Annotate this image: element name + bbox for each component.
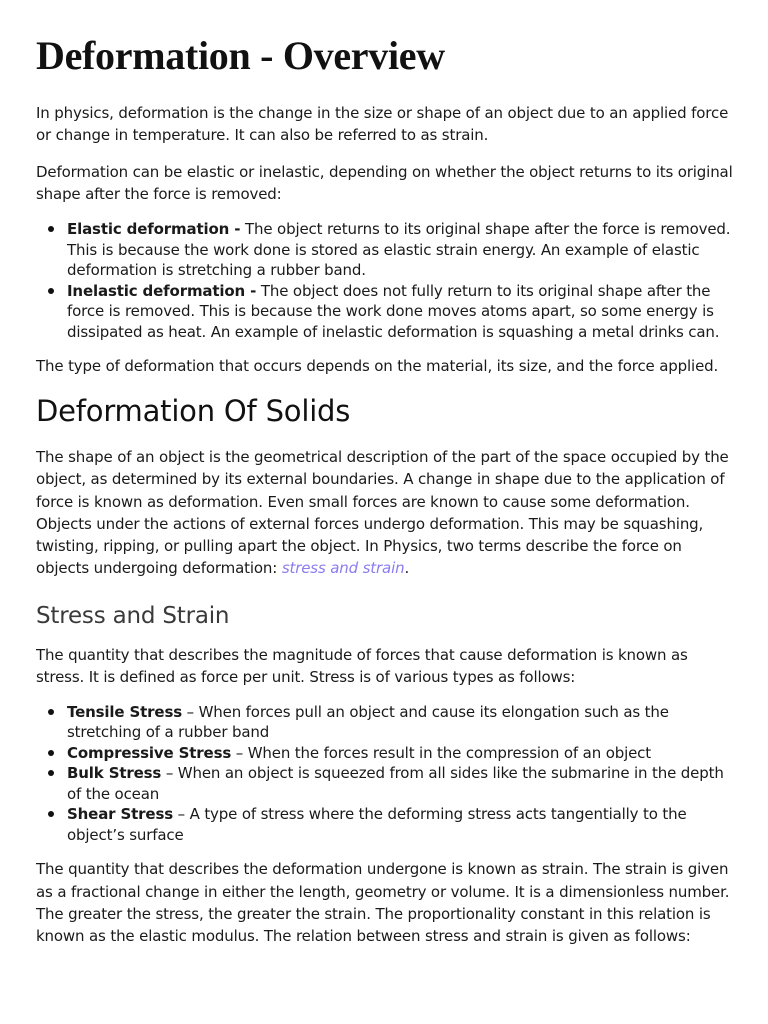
list-item [36, 743, 736, 764]
list-item [36, 281, 736, 343]
list-item [36, 219, 736, 281]
list-item-text: The object does not fully return to its original shape after the force is removed. This is because the work done moves atoms apart, so some energy is dissipated as heat. An example of inelastic deformation is squashing a metal drinks can. [67, 281, 720, 341]
bullet-icon [48, 226, 54, 232]
list-item-term: Shear Stress [67, 805, 173, 824]
stress-intro-paragraph: The quantity that describes the magnitude of forces that cause deformation is known as stress. It is defined as force per unit. Stress is of various types as follows: [36, 645, 688, 686]
stress-types-list [36, 702, 736, 846]
list-item-text: The object returns to its original shape after the force is removed. This is because the work done is stored as elastic strain energy. An example of elastic deformation is stretching a rubber band. [67, 220, 731, 279]
list-item-text: – When the forces result in the compression of an object [231, 743, 652, 762]
stress-and-strain-link[interactable]: stress and strain [281, 559, 405, 578]
bullet-icon [48, 770, 54, 776]
list-item [36, 763, 736, 804]
list-item-text: – When an object is squeezed from all sides like the submarine in the depth of the ocean [67, 764, 724, 803]
list-item-term: Inelastic deformation - [67, 281, 257, 300]
bullet-icon [48, 750, 54, 756]
bullet-icon [48, 709, 54, 715]
bullet-icon [48, 288, 54, 294]
section-heading-solids: Deformation Of Solids [36, 394, 351, 428]
list-item-text: – A type of stress where the deforming stress acts tangentially to the object’s surface [67, 805, 687, 844]
solids-paragraph [36, 446, 736, 580]
solids-paragraph-end: . [404, 559, 410, 578]
list-item-term: Bulk Stress [67, 764, 162, 783]
elastic-inelastic-paragraph: Deformation can be elastic or inelastic, depending on whether the object returns to its original shape after the force is removed: [36, 163, 733, 203]
page-title: Deformation - Overview [36, 33, 445, 78]
subheading-stress-strain: Stress and Strain [36, 602, 230, 629]
intro-paragraph: In physics, deformation is the change in the size or shape of an object due to an applied force or change in temperature. It can also be referred to as strain. [36, 104, 729, 144]
article [36, 0, 736, 947]
list-item-text: – When forces pull an object and cause its elongation such as the stretching of a rubber band [67, 702, 669, 742]
strain-paragraph: The quantity that describes the deformation undergone is known as strain. The strain is given as a fractional change in either the length, geometry or volume. It is a dimensionless number. The greater the stress, the greater the strain. The proportionality constant in this relation is known as the elastic modulus. The relation between stress and strain is given as follows: [36, 860, 730, 946]
bullet-icon [48, 811, 54, 817]
list-item-term: Compressive Stress [67, 743, 232, 762]
list-item-term: Elastic deformation - [67, 220, 241, 238]
type-depends-paragraph: The type of deformation that occurs depends on the material, its size, and the force applied. [36, 357, 719, 375]
list-item [36, 804, 736, 845]
solids-paragraph-text: The shape of an object is the geometrical description of the part of the space occupied by the object, as determined by its external boundaries. A change in shape due to the application of force is known as deformation. Even small forces are known to cause some deformation. Objects under the actions of external forces undergo deformation. This may be squashing, twisting, ripping, or pulling apart the object. In Physics, two terms describe the force on objects undergoing deformation: [36, 448, 729, 578]
list-item [36, 702, 736, 743]
deformation-types-list [36, 219, 736, 342]
list-item-term: Tensile Stress [67, 702, 182, 721]
